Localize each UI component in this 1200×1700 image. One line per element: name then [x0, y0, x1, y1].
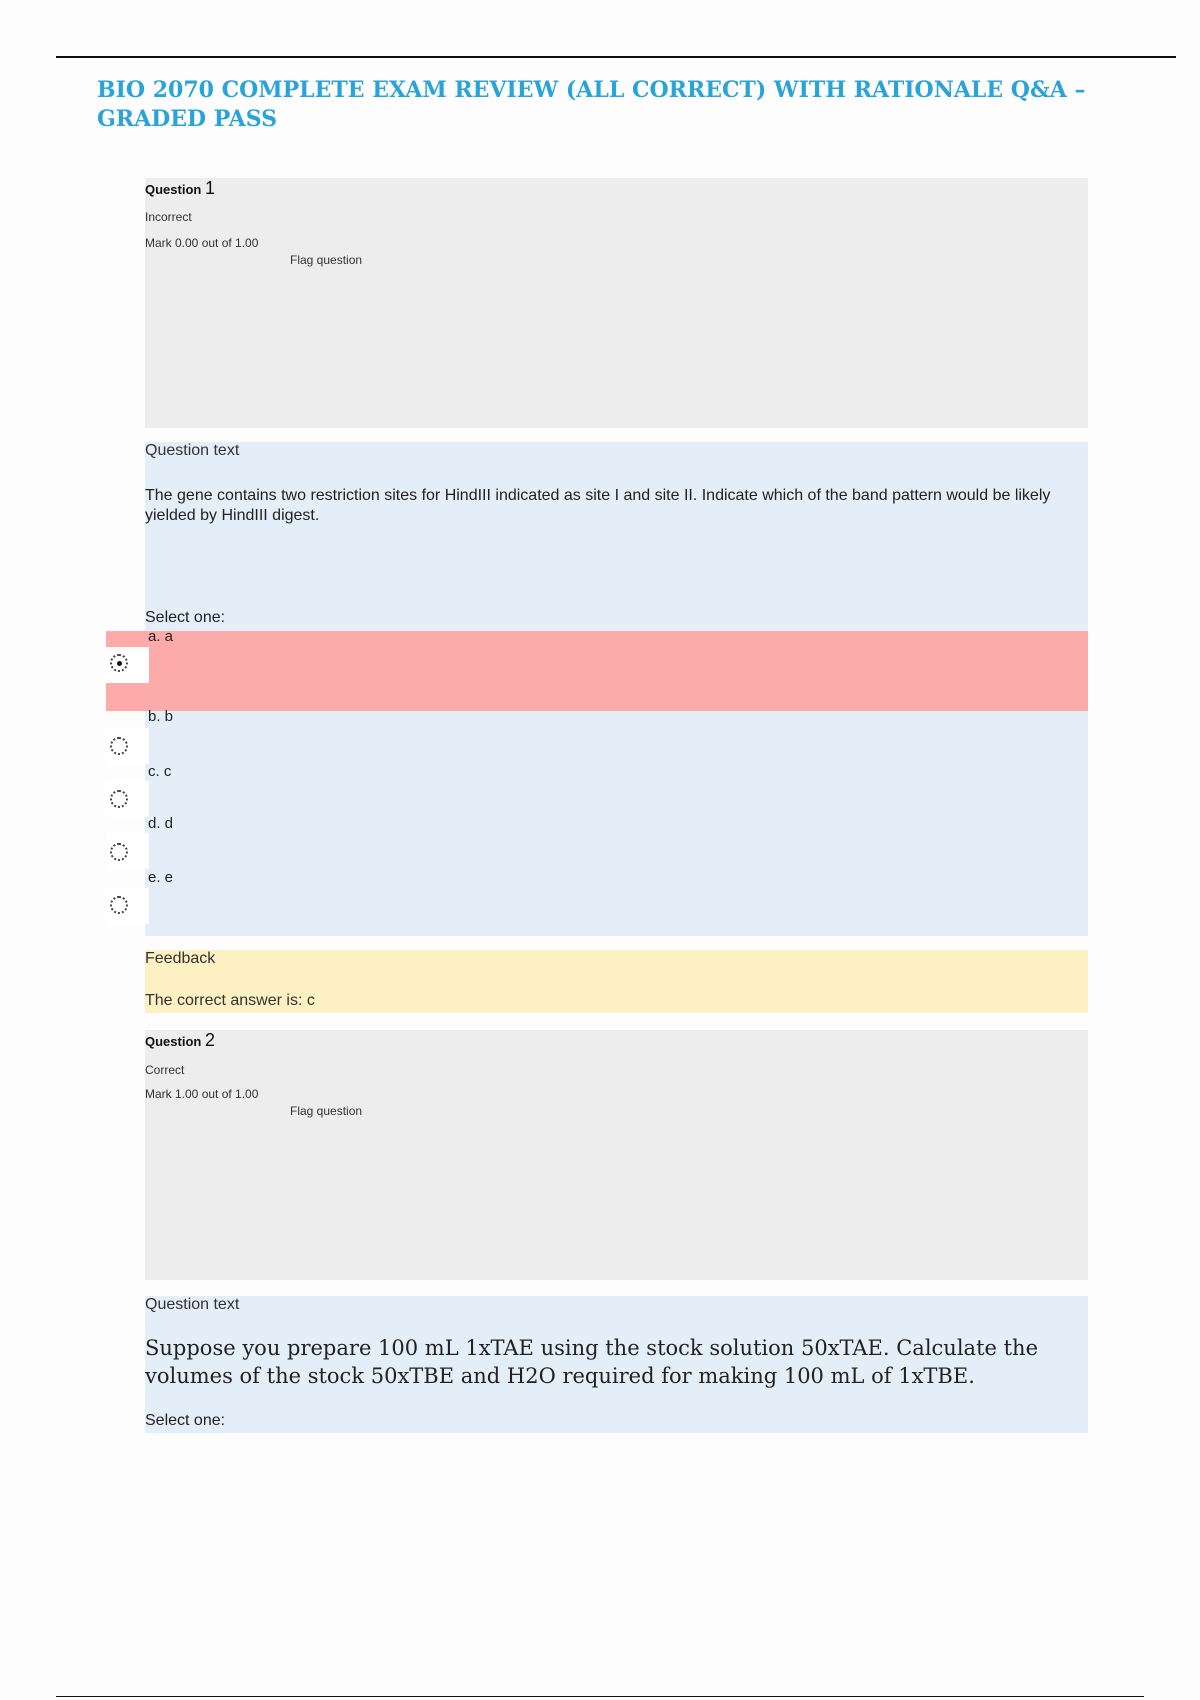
flag-question-link[interactable]: Flag question	[290, 1104, 363, 1118]
question-label: Question	[145, 1034, 202, 1049]
option-e-label[interactable]: e. e	[148, 869, 174, 886]
option-c-label[interactable]: c. c	[148, 763, 172, 780]
feedback-label: Feedback	[145, 950, 216, 967]
document-title: BIO 2070 COMPLETE EXAM REVIEW (ALL CORRECT) WITH RATIONALE Q&A – GRADED PASS	[97, 77, 1086, 132]
question-state: Correct	[145, 1063, 185, 1077]
question-text: Suppose you prepare 100 mL 1xTAE using the stock solution 50xTAE. Calculate the volumes of the stock 50xTBE and H2O required for making 100 mL of 1xTBE.	[145, 1336, 1039, 1388]
bottom-rule	[56, 1696, 1144, 1697]
option-b-radio[interactable]	[110, 737, 128, 755]
option-d-label[interactable]: d. d	[148, 815, 174, 832]
correct-answer-text: The correct answer is: c	[145, 992, 315, 1009]
question-mark: Mark 1.00 out of 1.00	[145, 1087, 259, 1101]
question-heading	[145, 1030, 215, 1051]
top-rule	[56, 56, 1176, 58]
question-heading	[145, 178, 215, 199]
option-a-radio[interactable]	[110, 654, 128, 672]
feedback-panel	[145, 950, 1088, 1013]
question-text: The gene contains two restriction sites for HindIII indicated as site I and site II. Indicate which of the band pattern would be likely yielded by HindIII digest.	[145, 487, 1051, 524]
question-2-content	[145, 1296, 1088, 1433]
question-2-info	[145, 1030, 1088, 1280]
question-1-info	[145, 178, 1088, 428]
select-one-label: Select one:	[145, 1412, 226, 1429]
option-e-radio[interactable]	[110, 896, 128, 914]
selected-answer-highlight	[106, 631, 1088, 711]
question-state: Incorrect	[145, 210, 192, 224]
flag-question-link[interactable]: Flag question	[290, 253, 363, 267]
question-number: 1	[204, 178, 215, 198]
select-one-label: Select one:	[145, 609, 226, 626]
question-label: Question	[145, 182, 202, 197]
question-text-label: Question text	[145, 442, 240, 459]
question-mark: Mark 0.00 out of 1.00	[145, 236, 259, 250]
question-number: 2	[204, 1030, 215, 1050]
option-d-radio[interactable]	[110, 843, 128, 861]
question-text-label: Question text	[145, 1296, 240, 1313]
radio-selected-dot	[117, 661, 122, 666]
option-b-label[interactable]: b. b	[148, 708, 174, 725]
option-a-label[interactable]: a. a	[148, 628, 174, 645]
option-c-radio[interactable]	[110, 790, 128, 808]
